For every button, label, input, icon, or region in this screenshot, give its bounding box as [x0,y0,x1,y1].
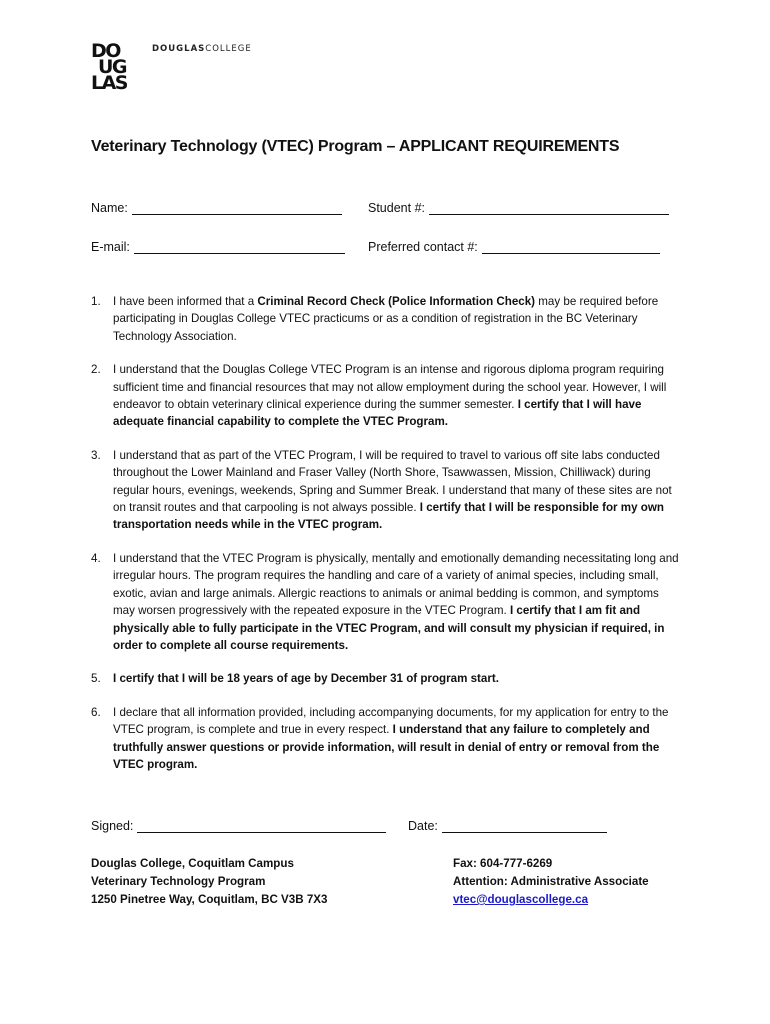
student-number-label: Student #: [368,201,425,215]
requirement-bold-text: I certify that I will have adequate financial capability to complete the VTEC Program. [113,398,642,429]
logo-line-1: DO [91,40,120,62]
requirement-text: I understand that as part of the VTEC Program, I will be required to travel to various off site labs conducted throughout the Lower Mainland and Fraser Valley (North Shore, Tsawwassen, Mission, Chilliwack) during regular hours, evenings, weekends, Spring and Summer Break. I understand that many of these sites are not on transit routes and that carpooling is not always possible. [113,448,672,515]
preferred-contact-input-line[interactable] [482,241,660,254]
signature-input-line[interactable] [137,820,386,833]
requirement-item-4 [91,550,683,654]
logo-word-bold: DOUGLAS [152,44,206,54]
logo-line-3: LAS [91,72,127,94]
requirement-number: 3. [91,448,101,462]
requirement-text-continued: may be required before participating in Douglas College VTEC practicums or as a condition of registration in the BC Veterinary Technology Association. [113,295,659,343]
signed-label: Signed: [91,819,134,833]
attention-line: Attention: Administrative Associate [453,875,649,888]
program-name: Veterinary Technology Program [91,875,266,888]
signed-field [91,819,386,833]
student-number-input-line[interactable] [429,202,669,215]
requirement-item-1 [91,293,683,345]
requirements-list [91,293,683,789]
street-address: 1250 Pinetree Way, Coquitlam, BC V3B 7X3 [91,893,328,906]
date-label: Date: [408,819,438,833]
requirement-item-3 [91,447,683,534]
requirement-bold-text: I certify that I will be responsible for my own transportation needs while in the VTEC program. [113,501,664,532]
requirement-item-6 [91,704,683,774]
preferred-contact-label: Preferred contact #: [368,240,478,254]
campus-address-block [91,855,327,909]
requirement-bold-text: I certify that I will be 18 years of age by December 31 of program start. [113,672,499,686]
requirement-bold-text: Criminal Record Check (Police Information Check) [257,295,536,308]
requirement-text: I understand that the Douglas College VTEC Program is an intense and rigorous diploma program requiring sufficient time and financial resources that may not allow employment during the school year. However, I will endeavor to obtain veterinary clinical experience during the summer semester. [113,363,667,412]
student-number-field [368,201,669,215]
date-input-line[interactable] [442,820,607,833]
college-logo-wordmark [152,44,252,54]
preferred-contact-field [368,240,660,254]
requirement-bold-text: I understand that any failure to completely and truthfully answer questions or provide information, will result in denial of entry or removal from the VTEC program. [113,723,660,771]
requirement-number: 1. [91,295,101,308]
name-label: Name: [91,201,128,215]
requirement-text: I understand that the VTEC Program is physically, mentally and emotionally demanding necessitating long and irregular hours. The program requires the handling and care of a variety of animal species, including small, exotic, avian and large animals. Allergic reactions to animals or animal bedding is common, and symptoms may worsen progressively with the repeated exposure in the VTEC Program. [113,551,679,618]
requirement-text: I have been informed that a [113,295,258,308]
requirement-number: 4. [91,551,101,565]
requirement-number: 5. [91,672,101,686]
logo-word-regular: COLLEGE [205,44,252,54]
page-title: Veterinary Technology (VTEC) Program – APPLICANT REQUIREMENTS [91,138,620,155]
date-field [408,819,607,833]
requirement-item-2 [91,361,683,431]
name-field [91,201,342,215]
campus-name: Douglas College, Coquitlam Campus [91,857,294,870]
contact-email-link[interactable]: vtec@douglascollege.ca [453,893,589,906]
email-label: E-mail: [91,240,130,254]
email-field [91,240,345,254]
name-input-line[interactable] [132,202,342,215]
requirement-text: I declare that all information provided, including accompanying documents, for my application for entry to the VTEC program, is complete and true in every respect. [113,705,669,737]
logo-line-2: UG [98,56,127,78]
requirement-bold-text: I certify that I am fit and physically able to fully participate in the VTEC Program, and will consult my physician if required, in order to complete all course requirements. [113,604,665,652]
email-input-line[interactable] [134,241,345,254]
requirement-item-5 [91,670,683,687]
fax-number: Fax: 604-777-6269 [453,857,553,870]
contact-block [453,855,649,909]
requirement-number: 2. [91,363,101,377]
college-logo-mark [91,40,137,94]
requirement-number: 6. [91,705,101,719]
